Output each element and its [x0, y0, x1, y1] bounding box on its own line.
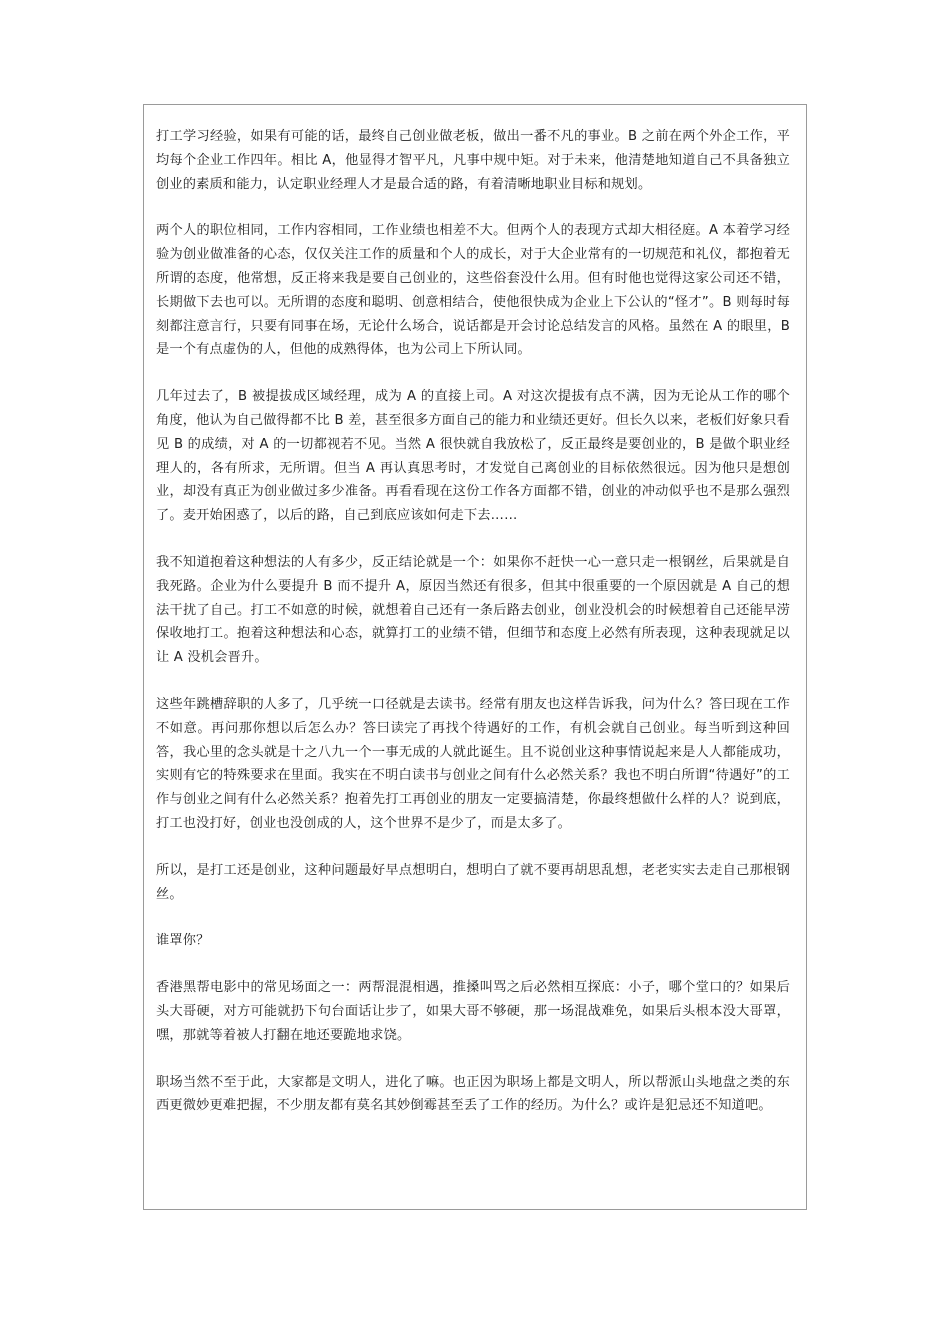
section-heading: 谁罩你？ [156, 933, 210, 949]
paragraph: 职场当然不至于此，大家都是文明人，进化了嘛。也正因为职场上都是文明人，所以帮派山头地盘之类的东西更微妙更难把握，不少朋友都有莫名其妙倒霉甚至丢了工作的经历。为什么？或许是犯忌还不知道吧。 [156, 1074, 790, 1114]
paragraph: 几年过去了，B 被提拔成区域经理，成为 A 的直接上司。A 对这次提拔有点不满，因为无论从工作的哪个角度，他认为自己做得都不比 B 差，甚至很多方面自己的能力和业绩还更好。但长久以来，老板们好象只看见 B 的成绩，对 A 的一切都视若不见。当然 A 很快就自我放松了，反正最终是要创业的，B 是做个职业经理人的，各有所求，无所谓。但当 A 再认真思考时，才发觉自己离创业的目标依然很远。因为他只是想创业，却没有真正为创业做过多少准备。再看看现在这份工作各方面都不错，创业的冲动似乎也不是那么强烈了。麦开始困惑了，以后的路，自己到底应该如何走下去…… [156, 389, 790, 524]
document-frame [143, 104, 807, 1210]
paragraph: 这些年跳槽辞职的人多了，几乎统一口径就是去读书。经常有朋友也这样告诉我，问为什么？答曰现在工作不如意。再问那你想以后怎么办？答曰读完了再找个待遇好的工作，有机会就自己创业。每当听到这种回答，我心里的念头就是十之八九一个一事无成的人就此诞生。且不说创业这种事情说起来是人人都能成功，实则有它的特殊要求在里面。我实在不明白读书与创业之间有什么必然关系？我也不明白所谓“待遇好”的工作与创业之间有什么必然关系？抱着先打工再创业的朋友一定要搞清楚，你最终想做什么样的人？说到底，打工也没打好，创业也没创成的人，这个世界不是少了，而是太多了。 [156, 696, 790, 831]
paragraph: 打工学习经验，如果有可能的话，最终自己创业做老板，做出一番不凡的事业。B 之前在两个外企工作，平均每个企业工作四年。相比 A，他显得才智平凡，凡事中规中矩。对于未来，他清楚地知道自己不具备独立创业的素质和能力，认定职业经理人才是最合适的路，有着清晰地职业目标和规划。 [156, 129, 790, 192]
paragraph: 所以，是打工还是创业，这种问题最好早点想明白，想明白了就不要再胡思乱想，老老实实去走自己那根钢丝。 [156, 862, 790, 902]
paragraph: 两个人的职位相同，工作内容相同，工作业绩也相差不大。但两个人的表现方式却大相径庭。A 本着学习经验为创业做准备的心态，仅仅关注工作的质量和个人的成长，对于大企业常有的一切规范和礼仪，都抱着无所谓的态度，他常想，反正将来我是要自己创业的，这些俗套没什么用。但有时他也觉得这家公司还不错，长期做下去也可以。无所谓的态度和聪明、创意相结合，使他很快成为企业上下公认的“怪才”。B 则每时每刻都注意言行，只要有同事在场，无论什么场合，说话都是开会讨论总结发言的风格。虽然在 A 的眼里，B 是一个有点虚伪的人，但他的成熟得体，也为公司上下所认同。 [156, 223, 790, 358]
document-body [156, 125, 790, 1118]
paragraph: 我不知道抱着这种想法的人有多少，反正结论就是一个：如果你不赶快一心一意只走一根钢丝，后果就是自我死路。企业为什么要提升 B 而不提升 A，原因当然还有很多，但其中很重要的一个原因就是 A 自己的想法干扰了自己。打工不如意的时候，就想着自己还有一条后路去创业，创业没机会的时候想着自己还能早涝保收地打工。抱着这种想法和心态，就算打工的业绩不错，但细节和态度上必然有所表现，这种表现就足以让 A 没机会晋升。 [156, 554, 790, 666]
paragraph: 香港黑帮电影中的常见场面之一：两帮混混相遇，推搡叫骂之后必然相互探底：小子，哪个堂口的？如果后头大哥硬，对方可能就扔下句台面话让步了，如果大哥不够硬，那一场混战难免，如果后头根本没大哥罩，嘿，那就等着被人打翻在地还要跪地求饶。 [156, 980, 790, 1043]
